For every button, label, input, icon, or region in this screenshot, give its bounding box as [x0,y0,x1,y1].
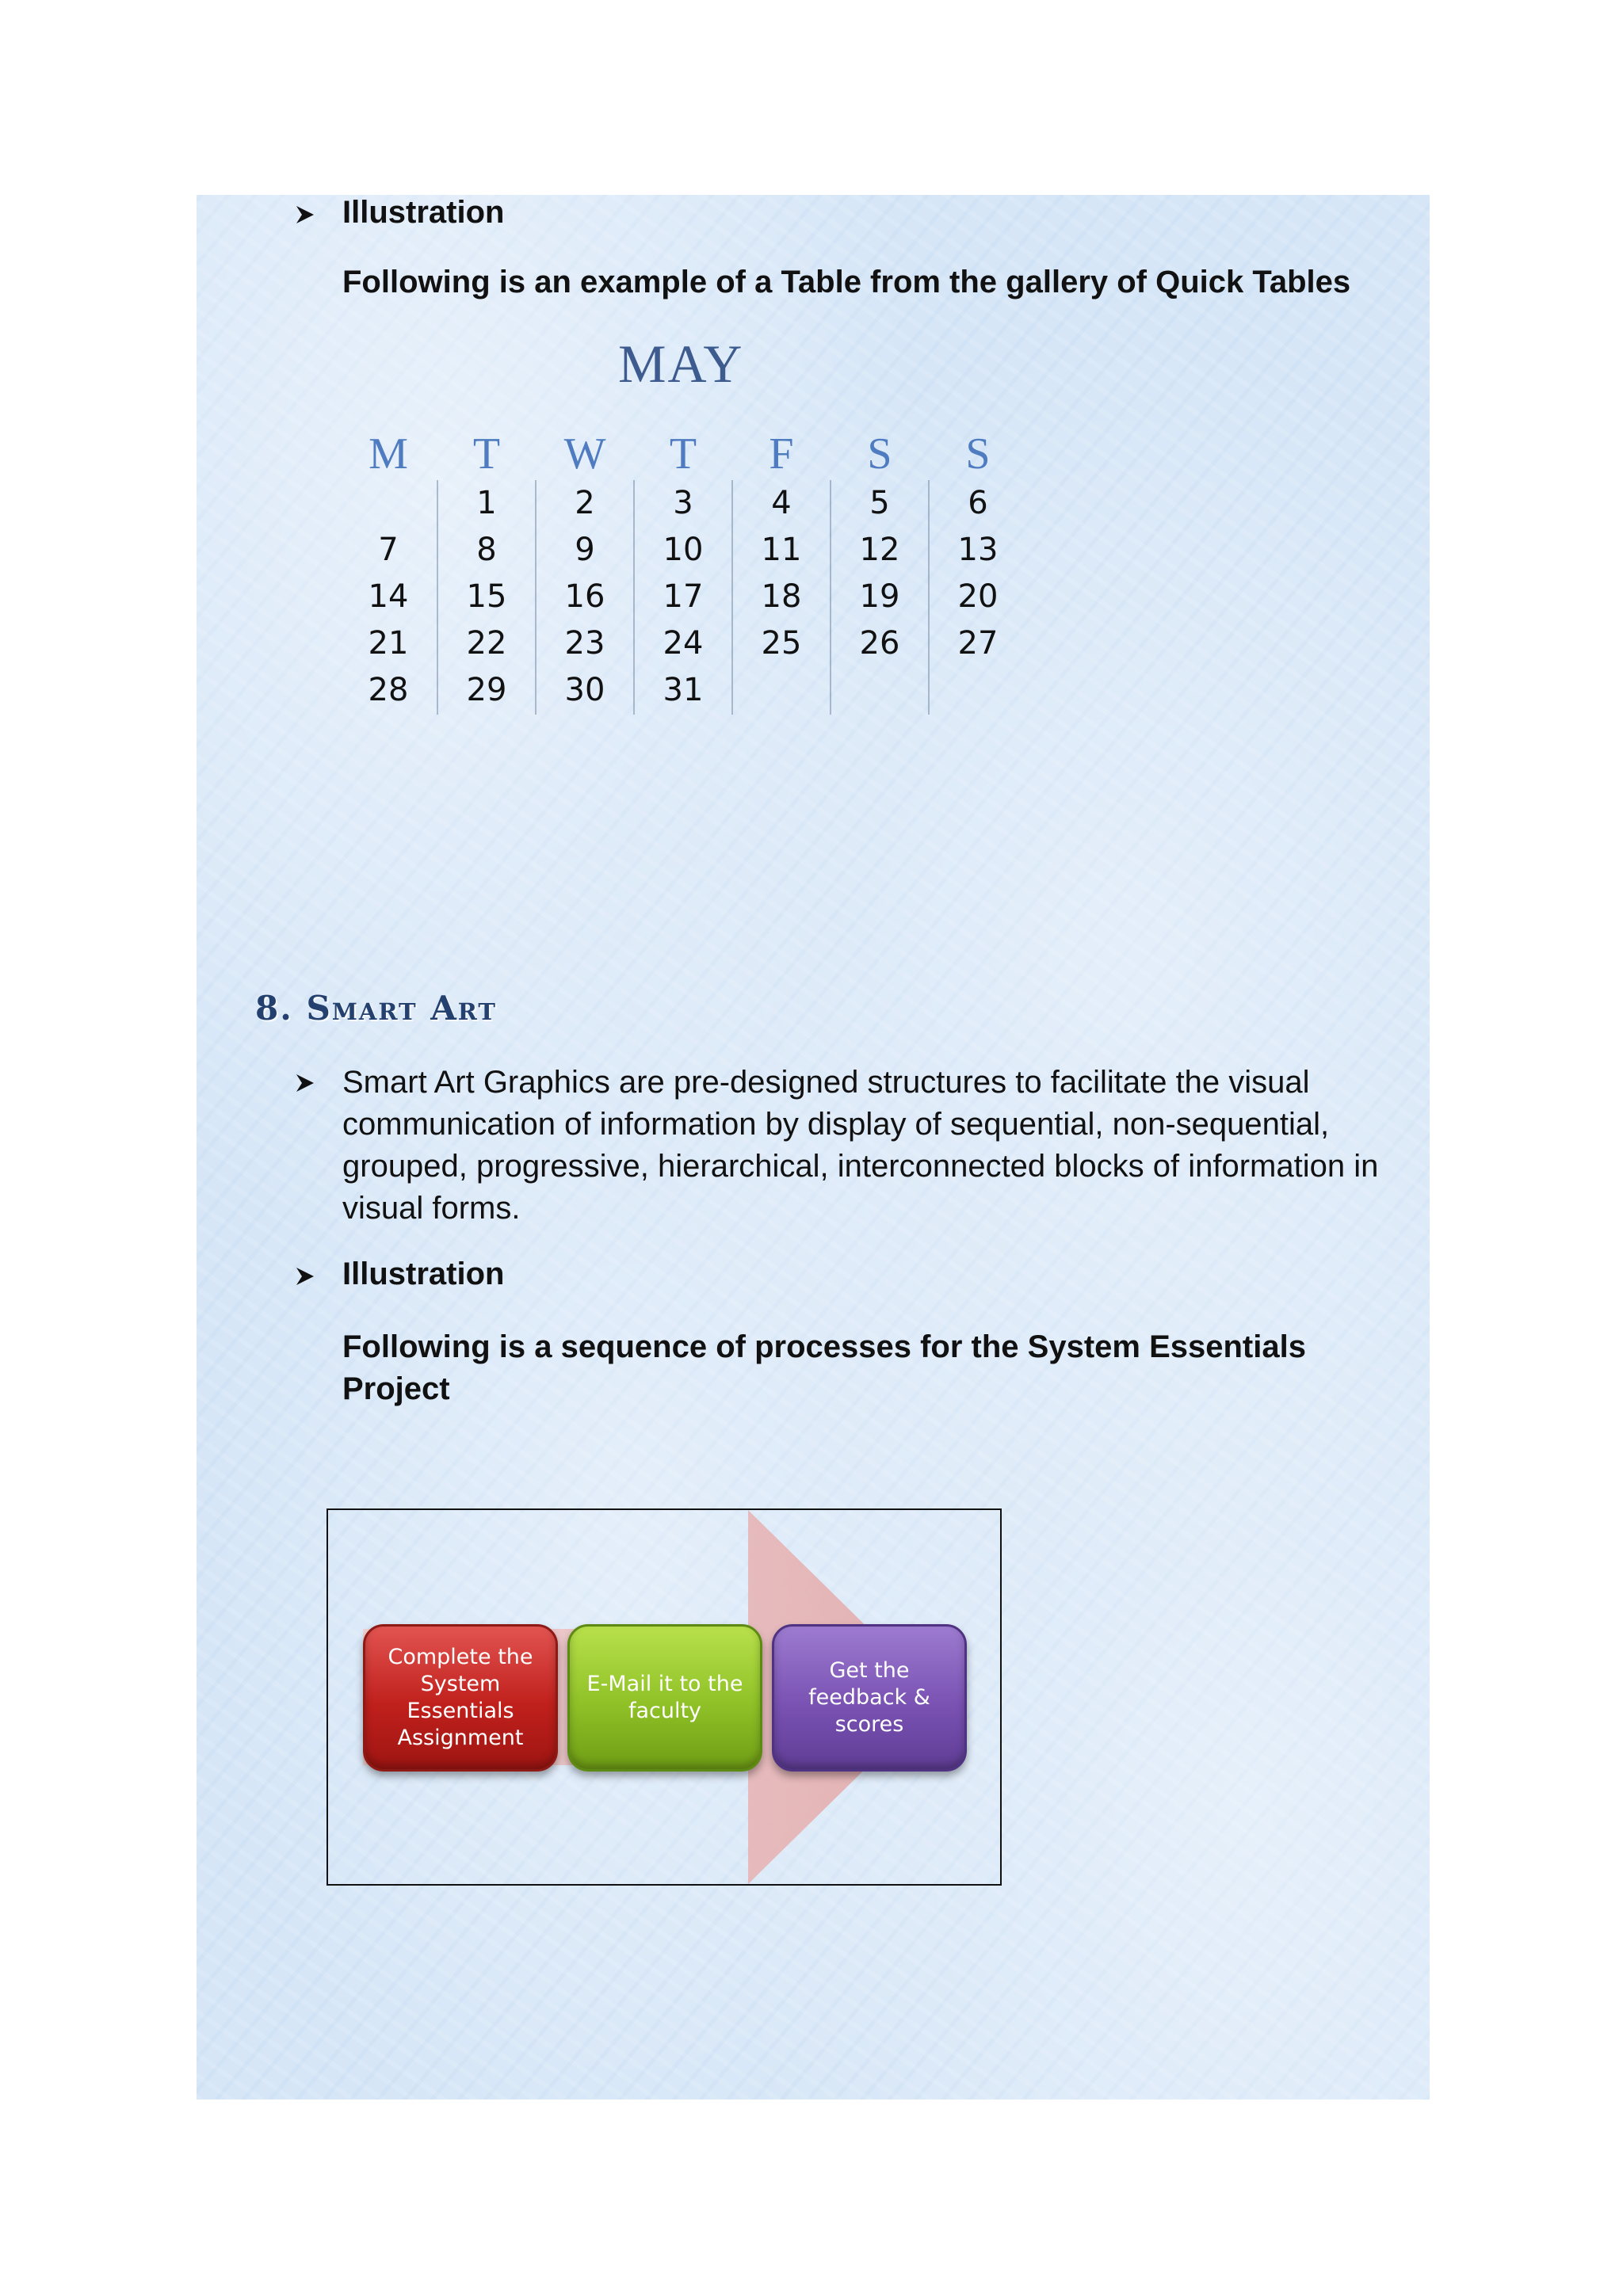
day-cell: 16 [564,578,605,615]
illustration-caption: Following is a sequence of processes for the System Essentials Project [342,1329,1306,1406]
day-cell: 5 [869,485,890,521]
day-cell: 13 [957,532,999,568]
illustration-heading: Illustration [342,195,505,230]
day-cell: 18 [761,578,802,615]
process-step-get-feedback: Get the feedback & scores [772,1624,967,1772]
day-cell: 19 [859,578,900,615]
calendar-week-row [339,574,1027,620]
day-cell [831,667,929,714]
day-cell: 22 [466,625,507,662]
illustration-heading: Illustration [342,1257,505,1291]
day-cell: 8 [476,532,497,568]
calendar-week-row [339,667,1027,714]
weekday-cell: T [669,429,697,479]
day-cell: 3 [673,485,693,521]
day-cell: 31 [663,672,704,708]
calendar-weekday-row [339,428,1027,480]
arrow-bullet-icon [295,1073,315,1093]
day-cell: 24 [663,625,704,662]
day-cell: 7 [378,532,399,568]
day-cell: 4 [771,485,792,521]
arrow-bullet-icon [295,1266,315,1287]
day-cell: 15 [466,578,507,615]
day-cell: 27 [957,625,999,662]
day-cell [339,480,437,527]
calendar-week-row [339,480,1027,527]
day-cell: 6 [968,485,988,521]
day-cell: 25 [761,625,802,662]
calendar-body [339,480,1027,714]
weekday-cell: W [563,429,606,479]
calendar-week-row [339,527,1027,574]
smart-art-process-diagram [327,1508,1002,1886]
day-cell: 26 [859,625,900,662]
day-cell: 1 [476,485,497,521]
day-cell: 28 [368,672,409,708]
day-cell: 9 [575,532,595,568]
illustration-caption: Following is an example of a Table from the gallery of Quick Tables [342,265,1351,299]
calendar-table [339,428,1027,714]
arrow-bullet-icon [295,204,315,225]
day-cell: 29 [466,672,507,708]
day-cell: 21 [368,625,409,662]
day-cell: 14 [368,578,409,615]
weekday-cell: S [867,429,892,479]
day-cell: 11 [761,532,802,568]
weekday-cell: T [472,429,501,479]
day-cell [732,667,831,714]
weekday-cell: F [769,429,794,479]
day-cell: 10 [663,532,704,568]
process-step-email-faculty: E-Mail it to the faculty [567,1624,762,1772]
process-step-complete-assignment: Complete the System Essentials Assignment [363,1624,558,1772]
calendar-month-title: MAY [618,334,744,394]
weekday-cell: M [369,429,408,479]
day-cell: 2 [575,485,595,521]
day-cell: 23 [564,625,605,662]
day-cell: 20 [957,578,999,615]
weekday-cell: S [965,429,991,479]
calendar-week-row [339,620,1027,667]
day-cell: 30 [564,672,605,708]
day-cell: 12 [859,532,900,568]
day-cell [929,667,1027,714]
smart-art-description: Smart Art Graphics are pre-designed structures to facilitate the visual communication of information by display of sequential, non-sequential, grouped, progressive, hierarchical, interconnected blocks of information in visual forms. [342,1065,1379,1226]
section-heading-smart-art: 8. Smart Art [255,989,497,1028]
day-cell: 17 [663,578,704,615]
